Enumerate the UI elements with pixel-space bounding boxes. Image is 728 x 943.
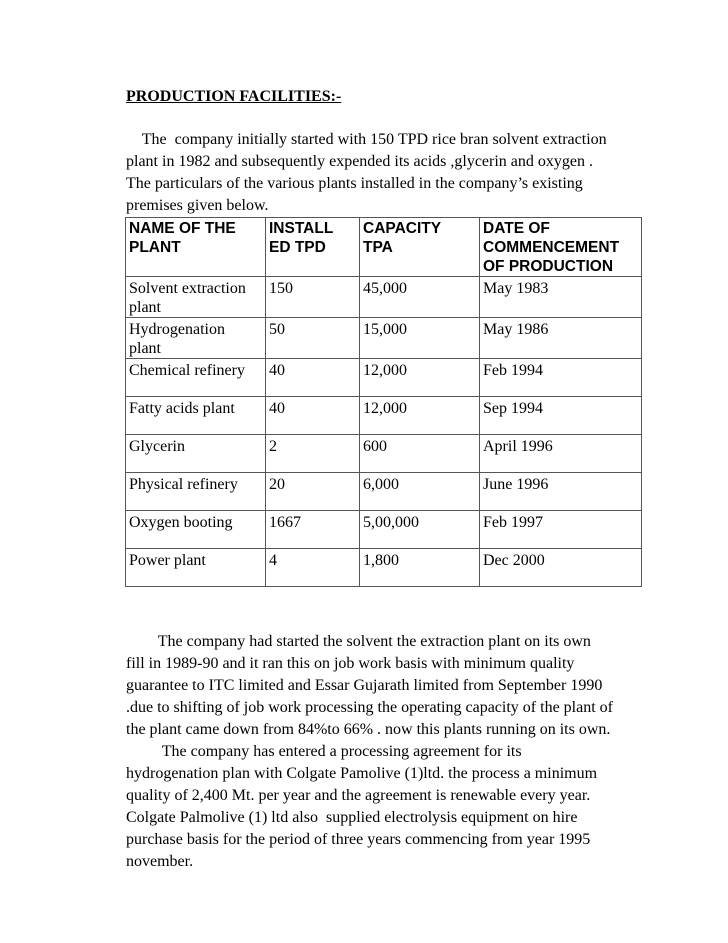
cell-tpa: 600	[360, 435, 480, 473]
body-line: Colgate Palmolive (1) ltd also supplied electrolysis equipment on hire	[126, 809, 578, 826]
cell-date: Sep 1994	[480, 397, 642, 435]
intro-line: The particulars of the various plants installed in the company’s existing	[126, 175, 583, 192]
body-line: the plant came down from 84%to 66% . now this plants running on its own.	[126, 721, 611, 738]
cell-tpd: 40	[266, 397, 360, 435]
body-line: fill in 1989-90 and it ran this on job work basis with minimum quality	[126, 655, 575, 672]
cell-tpa: 1,800	[360, 549, 480, 587]
header-date-of-commencement	[480, 218, 642, 277]
cell-plant-name: Oxygen booting	[126, 511, 266, 549]
header-line: PLANT	[129, 239, 181, 256]
header-line: COMMENCEMENT	[483, 239, 620, 256]
table-row	[126, 511, 642, 549]
cell-tpd: 40	[266, 359, 360, 397]
table-row	[126, 359, 642, 397]
facilities-table	[125, 217, 642, 587]
cell-date: May 1986	[480, 318, 642, 359]
section-heading: PRODUCTION FACILITIES:-	[126, 88, 342, 105]
cell-line: plant	[129, 340, 161, 357]
cell-date: Feb 1994	[480, 359, 642, 397]
header-line: CAPACITY	[363, 220, 442, 237]
cell-tpa: 5,00,000	[360, 511, 480, 549]
cell-plant-name: Physical refinery	[126, 473, 266, 511]
header-line: DATE OF	[483, 220, 550, 237]
body-line: guarantee to ITC limited and Essar Gujarath limited from September 1990	[126, 677, 603, 694]
cell-date: April 1996	[480, 435, 642, 473]
header-line: INSTALL	[269, 220, 334, 237]
intro-line: The company initially started with 150 TPD rice bran solvent extraction	[126, 131, 607, 148]
header-line: ED TPD	[269, 239, 326, 256]
table-row	[126, 435, 642, 473]
table-row	[126, 473, 642, 511]
cell-tpd: 2	[266, 435, 360, 473]
cell-plant-name	[126, 318, 266, 359]
cell-date: May 1983	[480, 277, 642, 318]
cell-tpd: 50	[266, 318, 360, 359]
body-line: The company had started the solvent the extraction plant on its own	[126, 633, 591, 650]
cell-date: Dec 2000	[480, 549, 642, 587]
cell-line: plant	[129, 299, 161, 316]
cell-tpa: 12,000	[360, 359, 480, 397]
header-capacity-tpa	[360, 218, 480, 277]
cell-tpa: 12,000	[360, 397, 480, 435]
table-row	[126, 549, 642, 587]
cell-plant-name: Fatty acids plant	[126, 397, 266, 435]
cell-plant-name: Chemical refinery	[126, 359, 266, 397]
header-line: NAME OF THE	[129, 220, 236, 237]
cell-tpa: 6,000	[360, 473, 480, 511]
body-line: hydrogenation plan with Colgate Pamolive (1)ltd. the process a minimum	[126, 765, 598, 782]
cell-date: June 1996	[480, 473, 642, 511]
cell-tpd: 20	[266, 473, 360, 511]
body-line: The company has entered a processing agreement for its	[126, 743, 522, 760]
body-line: purchase basis for the period of three years commencing from year 1995	[126, 831, 591, 848]
cell-date: Feb 1997	[480, 511, 642, 549]
body-line: quality of 2,400 Mt. per year and the agreement is renewable every year.	[126, 787, 591, 804]
table-header-row	[126, 218, 642, 277]
body-line: november.	[126, 853, 194, 870]
cell-tpa: 15,000	[360, 318, 480, 359]
cell-tpa: 45,000	[360, 277, 480, 318]
body-line: .due to shifting of job work processing the operating capacity of the plant of	[126, 699, 613, 716]
intro-line: plant in 1982 and subsequently expended its acids ,glycerin and oxygen .	[126, 153, 594, 170]
cell-plant-name: Glycerin	[126, 435, 266, 473]
cell-plant-name	[126, 277, 266, 318]
cell-tpd: 1667	[266, 511, 360, 549]
intro-line: premises given below.	[126, 197, 269, 214]
header-name-of-plant	[126, 218, 266, 277]
table-row	[126, 318, 642, 359]
table-row	[126, 397, 642, 435]
cell-line: Hydrogenation	[129, 321, 225, 338]
cell-tpd: 4	[266, 549, 360, 587]
table-row	[126, 277, 642, 318]
cell-line: Solvent extraction	[129, 280, 246, 297]
header-line: TPA	[363, 239, 393, 256]
cell-tpd: 150	[266, 277, 360, 318]
body-paragraph	[126, 631, 646, 873]
cell-plant-name: Power plant	[126, 549, 266, 587]
intro-paragraph	[126, 129, 646, 217]
header-installed-tpd	[266, 218, 360, 277]
header-line: OF PRODUCTION	[483, 258, 614, 275]
